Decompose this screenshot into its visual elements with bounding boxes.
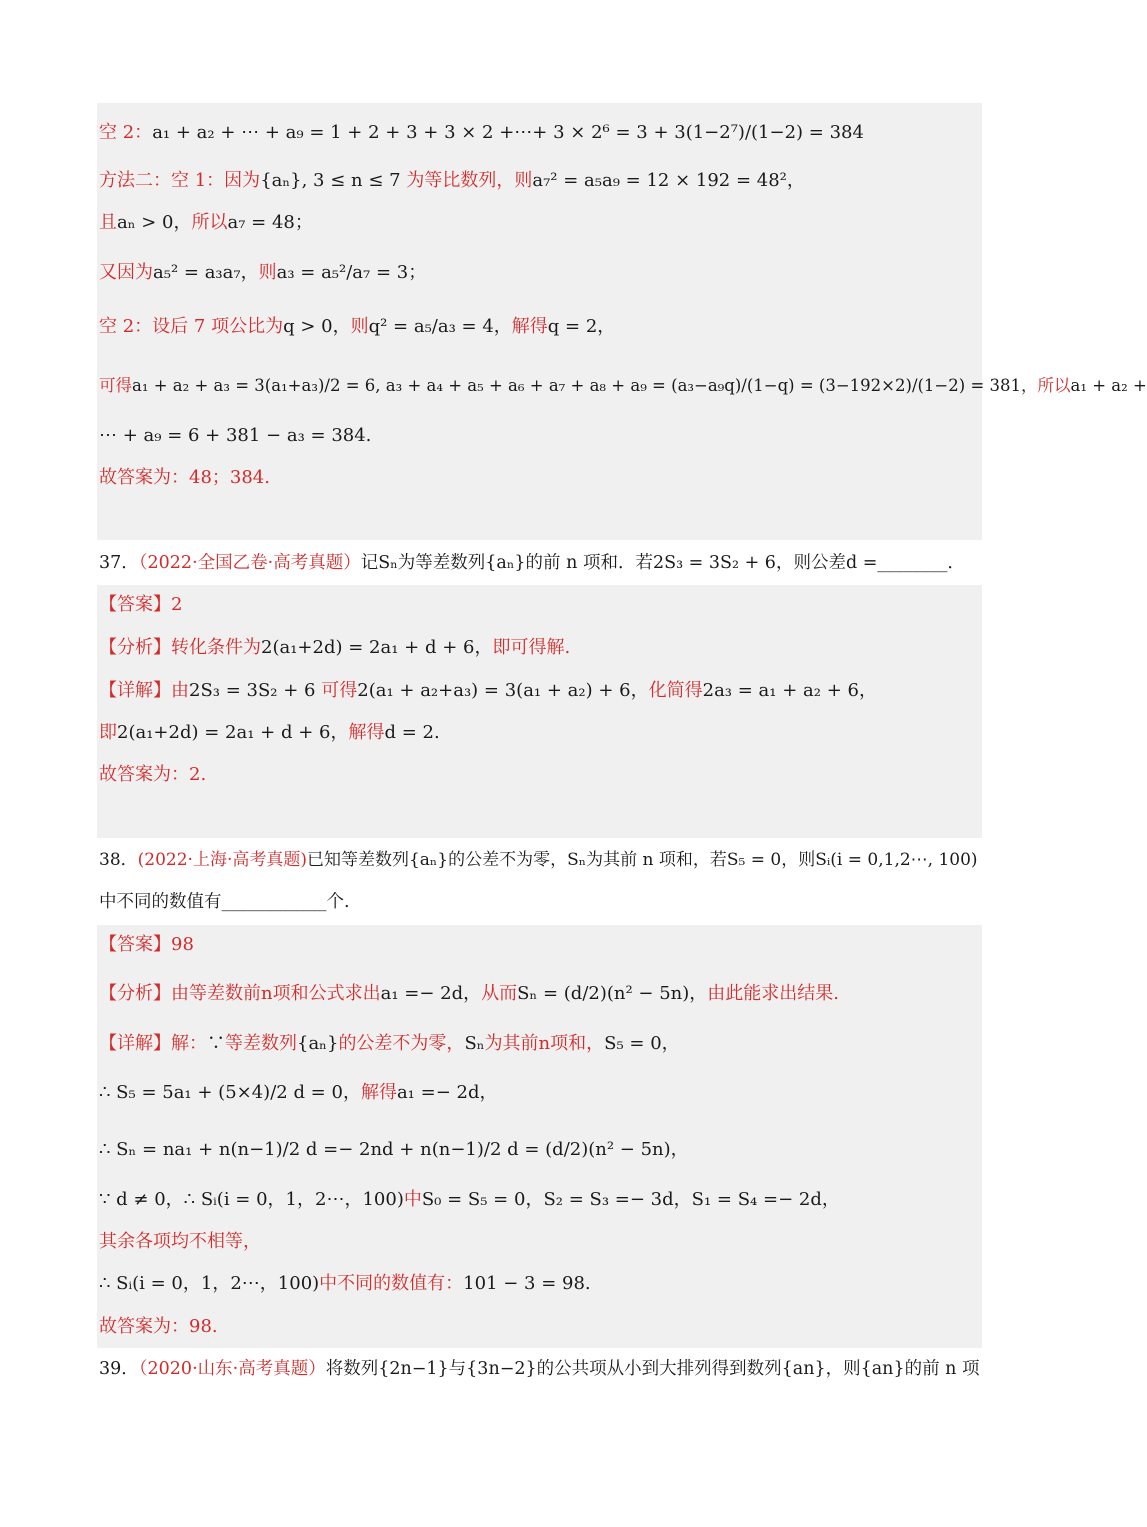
detail-38-l4: 其余各项均不相等， xyxy=(99,1231,261,1252)
question-39: 39．（2020·山东·高考真题）将数列{2n−1}与{3n−2}的公共项从小到大排列得到数列{an}，则{an}的前 n 项 xyxy=(99,1359,980,1379)
detail-38-l1: ∴ S₅ = 5a₁ + (5×4)/2 d = 0，解得a₁ =− 2d， xyxy=(99,1082,498,1103)
ratio-line: 空 2：设后 7 项公比为q > 0，则q² = a₅/a₃ = 4，解得q = 2， xyxy=(99,316,616,337)
blank2-line: 空 2：a₁ + a₂ + ⋯ + a₉ = 1 + 2 + 3 + 3 × 2 +⋯+ 3 × 2⁶ = 3 + 3(1−2⁷)/(1−2) = 384 xyxy=(99,122,864,143)
answer-38: 【答案】98 xyxy=(99,934,194,955)
final-answer-36: 故答案为：48；384. xyxy=(99,467,270,488)
solution-panel-37 xyxy=(97,585,982,838)
answer-37: 【答案】2 xyxy=(99,594,183,615)
detail-38: 【详解】解：∵等差数列{aₙ}的公差不为零，Sₙ为其前n项和，S₅ = 0， xyxy=(99,1033,680,1054)
final-answer-37: 故答案为：2. xyxy=(99,764,207,785)
analysis-37: 【分析】转化条件为2(a₁+2d) = 2a₁ + d + 6，即可得解. xyxy=(99,637,571,658)
method2-line: 方法二：空 1：因为{aₙ}, 3 ≤ n ≤ 7 为等比数列，则a₇² = a₅a₉ = 12 × 192 = 48²， xyxy=(99,170,805,191)
question-37: 37．（2022·全国乙卷·高考真题）记Sₙ为等差数列{aₙ}的前 n 项和．若2S₃ = 3S₂ + 6，则公差d =________． xyxy=(99,553,965,573)
detail-38-l3: ∵ d ≠ 0，∴ Sᵢ(i = 0，1，2⋯，100)中S₀ = S₅ = 0，S₂ = S₃ =− 3d，S₁ = S₄ =− 2d， xyxy=(99,1189,840,1210)
a3-line: 又因为a₅² = a₃a₇，则a₃ = a₅²/a₇ = 3； xyxy=(99,262,427,283)
final-answer-38: 故答案为：98. xyxy=(99,1316,218,1337)
detail-37-cont: 即2(a₁+2d) = 2a₁ + d + 6，解得d = 2. xyxy=(99,722,440,743)
question-38: 38．(2022·上海·高考真题)已知等差数列{aₙ}的公差不为零，Sₙ为其前 n 项和，若S₅ = 0，则Sᵢ(i = 0,1,2⋯, 100) xyxy=(99,850,978,870)
detail-37: 【详解】由2S₃ = 3S₂ + 6 可得2(a₁ + a₂+a₃) = 3(a₁ + a₂) + 6，化简得2a₃ = a₁ + a₂ + 6， xyxy=(99,680,877,701)
sum-cont-line: ⋯ + a₉ = 6 + 381 − a₃ = 384. xyxy=(99,425,372,446)
detail-38-l5: ∴ Sᵢ(i = 0，1，2⋯，100)中不同的数值有：101 − 3 = 98. xyxy=(99,1273,591,1294)
analysis-38: 【分析】由等差数前n项和公式求出a₁ =− 2d，从而Sₙ = (d/2)(n² − 5n)，由此能求出结果. xyxy=(99,983,840,1004)
question-38-cont: 中不同的数值有____________个. xyxy=(99,892,350,912)
positive-line: 且aₙ > 0，所以a₇ = 48； xyxy=(99,212,313,233)
sum-line: 可得a₁ + a₂ + a₃ = 3(a₁+a₃)/2 = 6, a₃ + a₄ + a₅ + a₆ + a₇ + a₈ + a₉ = (a₃−a₉q)/(1−q) = (3−192×2)/(1−2) = 381，所以a₁ + a₂ + xyxy=(99,376,1147,395)
detail-38-l2: ∴ Sₙ = na₁ + n(n−1)/2 d =− 2nd + n(n−1)/2 d = (d/2)(n² − 5n)， xyxy=(99,1139,689,1160)
